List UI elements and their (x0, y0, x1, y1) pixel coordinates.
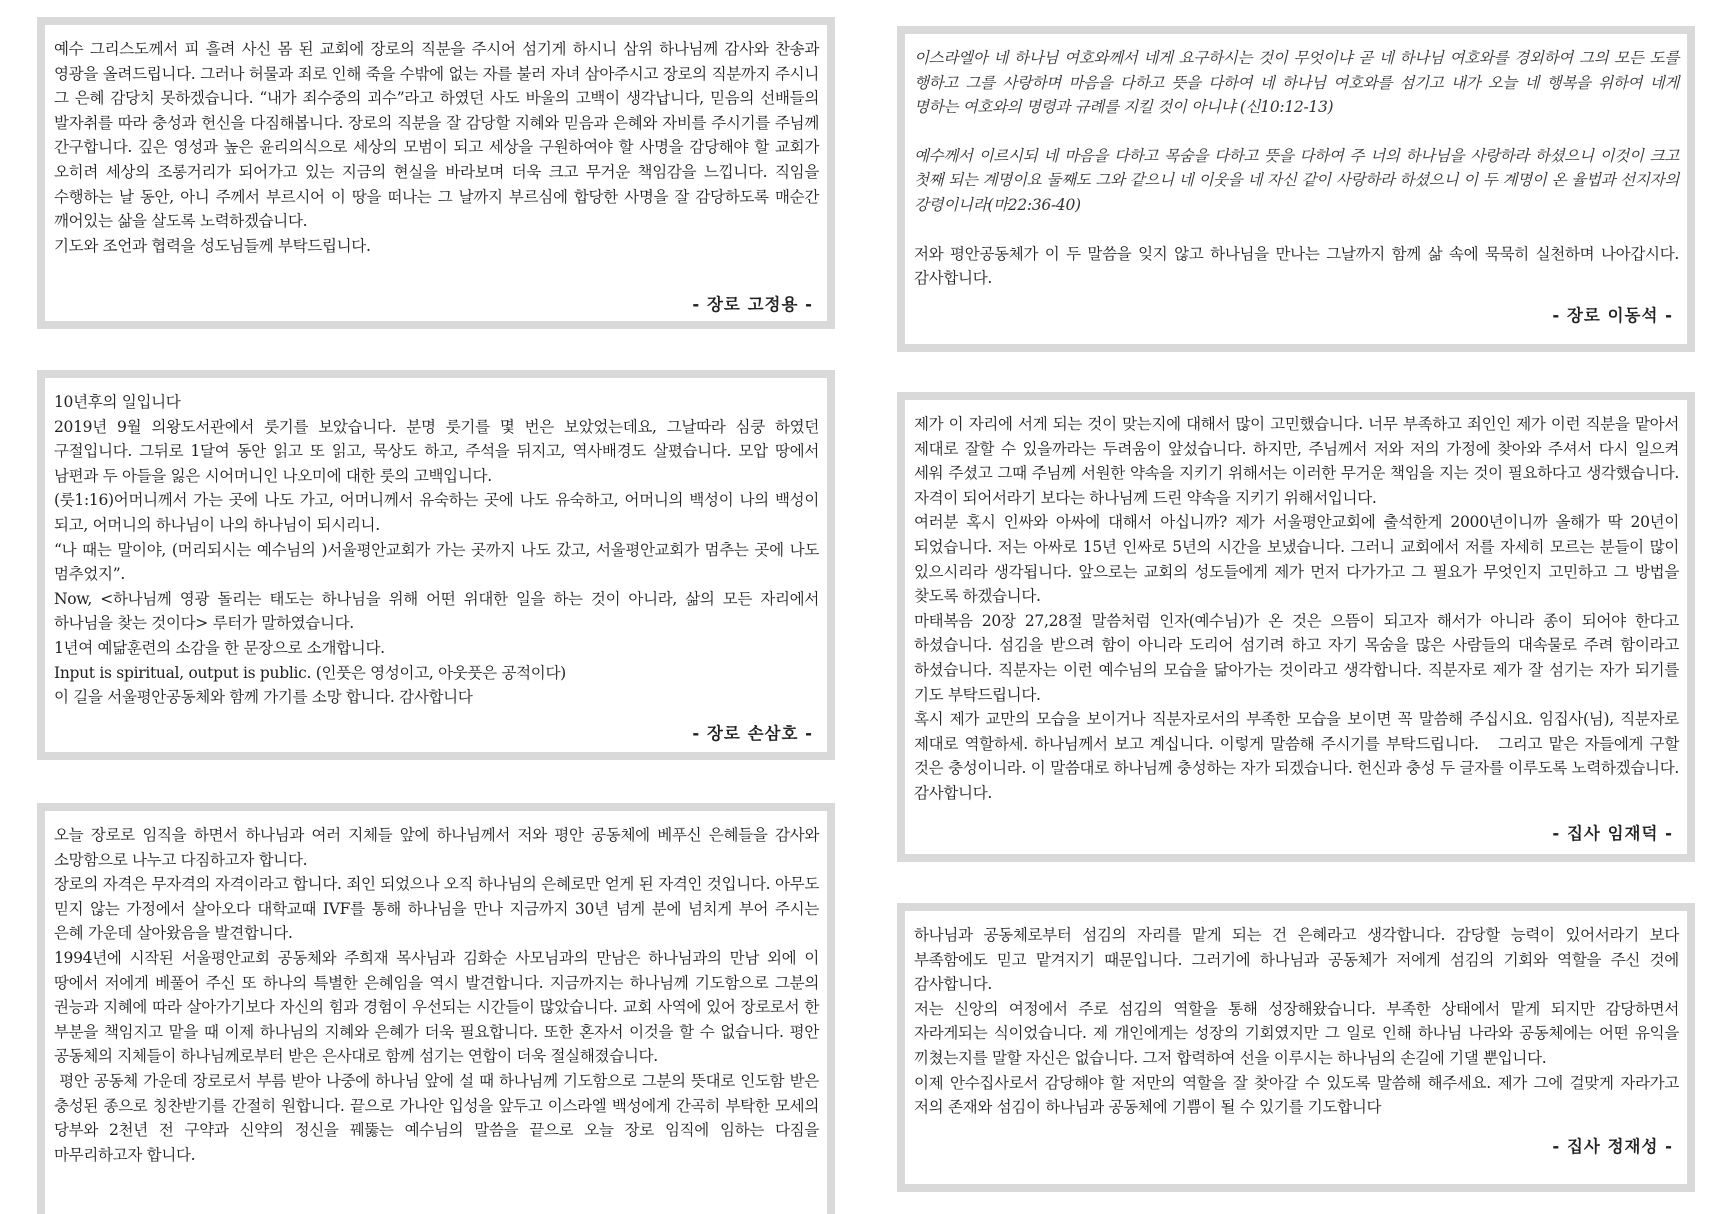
paragraph: 1년여 예닮훈련의 소감을 한 문장으로 소개합니다. (54, 638, 385, 657)
testimony-body (914, 242, 1684, 291)
testimony-box-elder-lee (897, 26, 1695, 352)
testimony-body (54, 823, 824, 1167)
testimony-body (54, 37, 824, 258)
paragraph: 제가 이 자리에 서게 되는 것이 맞는지에 대해서 많이 고민했습니다. 너무 부족하고 죄인인 제가 이런 직분을 맡아서 제대로 잘할 수 있을까라는 두려움이 앞섰습니다. 하지만, 주님께서 저와 저의 가정에 찾아와 주셔서 다시 일으켜 세워 주셨고 그때 주님께 서원한 약속을 지키기 위해서는 이러한 무거운 책임을 지는 것이 필요하다고 생각했습니다. 자격이 되어서라기 보다는 하나님께 드린 약속을 지키기 위해서입니다. (914, 415, 1684, 507)
signature: - 집사 임재덕 - (1552, 824, 1673, 843)
paragraph: 혹시 제가 교만의 모습을 보이거나 직분자로서의 부족한 모습을 보이면 꼭 말씀해 주십시요. 임집사(님), 직분자로 제대로 역할하세. 하나님께서 보고 계십니다. 이렇게 말씀해 주시기를 부탁드립니다. 그리고 맡은 자들에게 구할 것은 충성이니라. 이 말씀대로 하나님께 충성하는 자가 되겠습니다. 헌신과 충성 두 글자를 이루도록 노력하겠습니다. 감사합니다. (914, 710, 1684, 802)
paragraph: 이 길을 서울평안공동체와 함께 가기를 소망 합니다. 감사합니다 (54, 688, 473, 707)
paragraph: 하나님과 공동체로부터 섬김의 자리를 맡게 되는 건 은혜라고 생각합니다. 감당할 능력이 있어서라기 보다 부족함에도 믿고 맡겨지기 때문입니다. 그러기에 하나님과 공동체가 저에게 섬김의 기회와 역할을 주신 것에 감사합니다. (914, 926, 1684, 994)
scripture-quotes (914, 46, 1684, 242)
signature: - 집사 정재성 - (1552, 1137, 1673, 1156)
testimony-body (914, 412, 1684, 806)
paragraph: 이제 안수집사로서 감당해야 할 저만의 역할을 잘 찾아갈 수 있도록 말씀해 해주세요. 제가 그에 걸맞게 자라가고 저의 존재와 섬김이 하나님과 공동체에 기쁨이 될 수 있기를 기도합니다 (914, 1073, 1684, 1117)
spacer (914, 218, 1679, 242)
paragraph: 예수 그리스도께서 피 흘려 사신 몸 된 교회에 장로의 직분을 주시어 섬기게 하시니 삼위 하나님께 감사와 찬송과 영광을 올려드립니다. 그러나 허물과 죄로 인해 죽을 수밖에 없는 자를 불러 자녀 삼아주시고 장로의 직분까지 주시니 그 은혜 감당치 못하겠습니다. “내가 죄수중의 괴수”라고 하였던 사도 바울의 고백이 생각납니다, 믿음의 선배들의 발자취를 따라 충성과 헌신을 다짐해봅니다. 장로의 직분을 잘 감당할 지혜와 믿음과 은혜와 자비를 주시기를 주님께 간구합니다. 깊은 영성과 높은 윤리의식으로 세상의 모범이 되고 세상을 구원하여야 할 사명을 감당해야 할 교회가 오히려 세상의 조롱거리가 되어가고 있는 지금의 현실을 바라보며 더욱 크고 무거운 책임감을 느낍니다. 직임을 수행하는 날 동안, 아니 주께서 부르시어 이 땅을 떠나는 그 날까지 부르심에 합당한 사명을 잘 감당하도록 매순간 깨어있는 삶을 살도록 노력하겠습니다. (54, 40, 824, 231)
scripture-quote: 예수께서 이르시되 네 마음을 다하고 목숨을 다하고 뜻을 다하여 주 너의 하나님을 사랑하라 하셨으니 이것이 크고 첫째 되는 계명이요 둘째도 그와 같으니 네 이웃을 네 자신 같이 사랑하라 하셨으니 이 두 계명이 온 율법과 선지자의 강령이니라(마22:36-40) (914, 146, 1684, 214)
testimony-body (914, 923, 1684, 1120)
paragraph: Now, <하나님께 영광 돌리는 태도는 하나님을 위해 어떤 위대한 일을 하는 것이 아니라, 삶의 모든 자리에서 하나님을 찾는 것이다> 루터가 말하였습니다. (54, 589, 824, 633)
paragraph: 1994년에 시작된 서울평안교회 공동체와 주희재 목사님과 김화순 사모님과의 만남은 하나님과의 만남 외에 이 땅에서 저에게 베풀어 주신 또 하나의 특별한 은혜임을 역시 발견합니다. 지금까지는 하나님께 기도함으로 그분의 권능과 지혜에 따라 살아가기보다 자신의 힘과 경험이 우선되는 시간들이 많았습니다. 교회 사역에 있어 장로로서 한 부분을 책임지고 맡을 때 이제 하나님의 지혜와 은혜가 더욱 필요합니다. 또한 혼자서 이것을 할 수 없습니다. 평안 공동체의 지체들이 하나님께로부터 받은 은사대로 함께 섬기는 연합이 더욱 절실해졌습니다. (54, 948, 824, 1066)
paragraph: 평안 공동체 가운데 장로로서 부름 받아 나중에 하나님 앞에 설 때 하나님께 기도함으로 그분의 뜻대로 인도함 받은 충성된 종으로 칭찬받기를 간절히 원합니다. 끝으로 가나안 입성을 앞두고 이스라엘 백성에게 간곡히 부탁한 모세의 당부와 2천년 전 구약과 신약의 정신을 꿰뚫는 예수님의 말씀을 끝으로 오늘 장로 임직에 임하는 다짐을 마무리하고자 합니다. (54, 1071, 824, 1164)
signature: - 장로 고정용 - (692, 295, 813, 314)
testimony-box-deacon-im (897, 392, 1695, 862)
scripture-quote: 이스라엘아 네 하나님 여호와께서 네게 요구하시는 것이 무엇이냐 곧 네 하나님 여호와를 경외하여 그의 모든 도를 행하고 그를 사랑하며 마음을 다하고 뜻을 다하여 네 하나님 여호와를 섬기고 내가 오늘 네 행복을 위하여 네게 명하는 여호와의 명령과 규례를 지킬 것이 아니냐 (신10:12-13) (914, 49, 1684, 117)
paragraph: 10년후의 일입니다 (54, 393, 181, 411)
paragraph: 장로의 자격은 무자격의 자격이라고 합니다. 죄인 되었으나 오직 하나님의 은혜로만 얻게 된 자격인 것입니다. 아무도 믿지 않는 가정에서 살아오다 대학교때 IVF를 통해 하나님을 만나 지금까지 30년 넘게 분에 넘치게 부어 주시는 은혜 가운데 살아왔음을 발견합니다. (54, 875, 824, 943)
paragraph: 오늘 장로로 임직을 하면서 하나님과 여러 지체들 앞에 하나님께서 저와 평안 공동체에 베푸신 은혜들을 감사와 소망함으로 나누고 다짐하고자 합니다. (54, 826, 824, 869)
testimony-body (54, 390, 824, 710)
paragraph: (룻1:16)어머니께서 가는 곳에 나도 가고, 어머니께서 유숙하는 곳에 나도 유숙하고, 어머니의 백성이 나의 백성이 되고, 어머니의 하나님이 나의 하나님이 되시리니. (54, 491, 824, 534)
paragraph: 저는 신앙의 여정에서 주로 섬김의 역할을 통해 성장해왔습니다. 부족한 상태에서 맡게 되지만 감당하면서 자라게되는 식이었습니다. 제 개인에게는 성장의 기회였지만 그 일로 인해 하나님 나라와 공동체에는 어떤 유익을 끼쳤는지를 말할 자신은 없습니다. 그저 합력하여 선을 이루시는 하나님의 손길에 기댈 뿐입니다. (914, 999, 1684, 1067)
paragraph: 마태복음 20장 27,28절 말씀처럼 인자(예수님)가 온 것은 으뜸이 되고자 해서가 아니라 종이 되어야 한다고 하셨습니다. 섬김을 받으려 함이 아니라 도리어 섬기려 하고 자기 목숨을 많은 사람들의 대속물로 주려 함이라고 하셨습니다. 직분자는 이런 예수님의 모습을 닮아가는 것이라고 생각합니다. 직분자로 제가 잘 섬기는 자가 되기를 기도 부탁드립니다. (914, 611, 1684, 704)
paragraph: 여러분 혹시 인싸와 아싸에 대해서 아십니까? 제가 서울평안교회에 출석한게 2000년이니까 올해가 딱 20년이 되었습니다. 저는 아싸로 15년 인싸로 5년의 시간을 보냈습니다. 그러니 교회에서 저를 자세히 모르는 분들이 많이 있으시리라 생각됩니다. 앞으로는 교회의 성도들에게 제가 먼저 다가가고 그 필요가 무엇인지 고민하고 그 방법을 찾도록 하겠습니다. (914, 513, 1684, 606)
paragraph: 저와 평안공동체가 이 두 말씀을 잊지 않고 하나님을 만나는 그날까지 함께 삶 속에 묵묵히 실천하며 나아갑시다. 감사합니다. (914, 244, 1684, 288)
spacer (914, 120, 1679, 144)
testimony-box-elder-ko (37, 17, 835, 329)
signature: - 장로 손삼호 - (692, 724, 813, 743)
testimony-box-elder-third (37, 803, 835, 1214)
testimony-box-deacon-jung (897, 903, 1695, 1192)
paragraph: 기도와 조언과 협력을 성도님들께 부탁드립니다. (54, 236, 371, 255)
testimony-box-elder-son (37, 370, 835, 760)
signature: - 장로 이동석 - (1552, 306, 1673, 325)
paragraph: Input is spiritual, output is public. (인풋은 영성이고, 아웃풋은 공적이다) (54, 663, 566, 682)
paragraph: “나 때는 말이야, (머리되시는 예수님의 )서울평안교회가 가는 곳까지 나도 갔고, 서울평안교회가 멈추는 곳에 나도 멈추었지”. (54, 540, 824, 584)
paragraph: 2019년 9월 의왕도서관에서 룻기를 보았습니다. 분명 룻기를 몇 번은 보았었는데요, 그날따라 심쿵 하였던 구절입니다. 그뒤로 1달여 동안 읽고 또 읽고, 묵상도 하고, 주석을 뒤지고, 역사배경도 살폈습니다. 모압 땅에서 남편과 두 아들을 잃은 시어머니인 나오미에 대한 룻의 고백입니다. (54, 417, 824, 485)
